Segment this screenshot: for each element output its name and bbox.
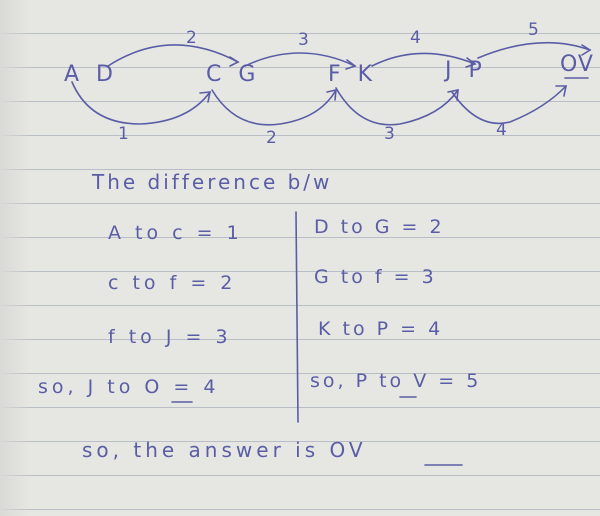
top-label-1: 2 (186, 28, 199, 48)
top-label-3: 4 (410, 28, 423, 48)
pair-ad: A D (64, 62, 118, 87)
pair-jp: J P (445, 58, 487, 83)
right-row-3: K to P = 4 (318, 318, 444, 340)
bottom-label-1: 1 (118, 124, 131, 144)
left-row-2: c to f = 2 (108, 272, 237, 294)
top-label-4: 5 (528, 20, 541, 40)
heading: The difference b/w (92, 170, 333, 194)
bottom-label-2: 2 (266, 128, 279, 148)
left-row-3: f to J = 3 (108, 326, 232, 348)
top-label-2: 3 (298, 30, 311, 50)
bottom-arc-3 (336, 88, 458, 125)
pair-cg: C G (206, 62, 261, 87)
bottom-arc-1 (72, 82, 210, 124)
left-row-1: A to c = 1 (108, 222, 243, 244)
right-row-2: G to f = 3 (314, 266, 437, 288)
pair-fk: F K (328, 62, 378, 87)
bottom-label-4: 4 (496, 120, 509, 140)
bottom-arc-4 (452, 86, 566, 123)
left-row-4: so, J to O = 4 (38, 376, 220, 398)
pair-ov: OV (560, 52, 594, 77)
column-divider (296, 212, 298, 422)
bottom-label-3: 3 (384, 124, 397, 144)
right-row-1: D to G = 2 (314, 216, 445, 238)
right-row-4: so, P to V = 5 (310, 370, 482, 392)
conclusion: so, the answer is OV (82, 438, 367, 462)
bottom-arc-2 (212, 90, 336, 125)
